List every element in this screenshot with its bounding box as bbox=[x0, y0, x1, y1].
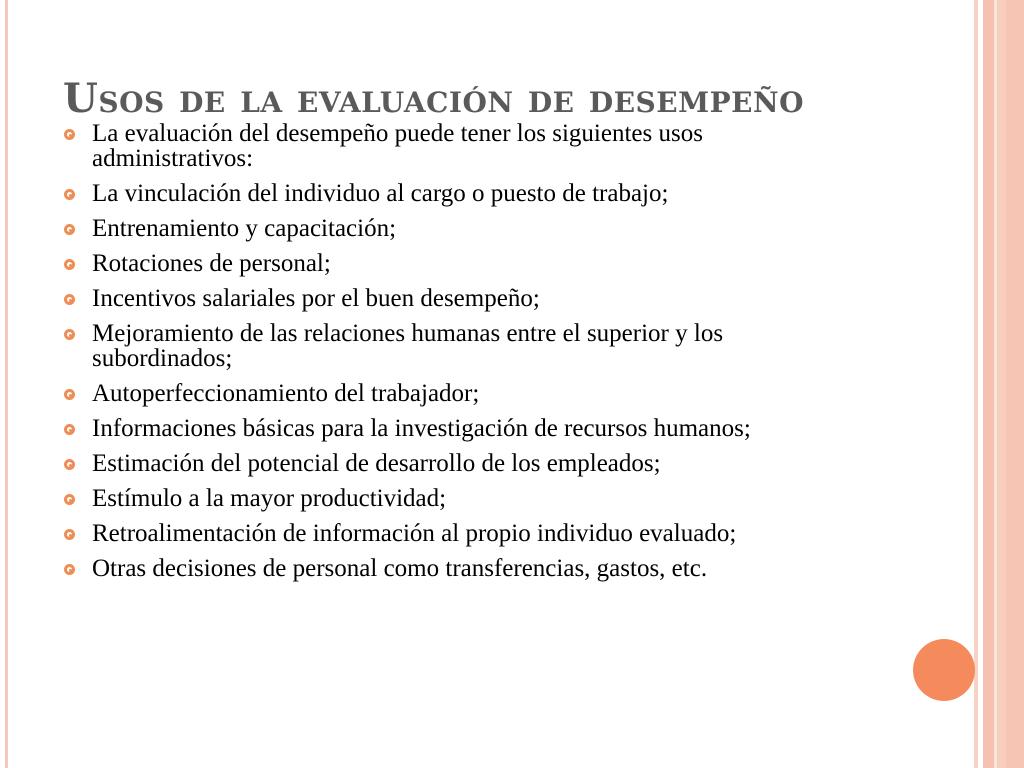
bullet-item bbox=[63, 381, 863, 406]
bullet-text: Rotaciones de personal; bbox=[92, 250, 331, 277]
ring-bullet-icon bbox=[64, 494, 75, 505]
bullet-item bbox=[63, 486, 863, 511]
bullet-item bbox=[63, 521, 863, 546]
ring-bullet-icon bbox=[64, 564, 75, 575]
decor-stripe-5 bbox=[1006, 0, 1024, 768]
ring-bullet-icon bbox=[64, 389, 75, 400]
decor-stripe-2 bbox=[983, 0, 994, 768]
ring-bullet-icon bbox=[64, 259, 75, 270]
bullet-text: La evaluación del desempeño puede tener los siguientes usos administrativos: bbox=[92, 120, 703, 172]
ring-bullet-icon bbox=[64, 459, 75, 470]
bullet-item bbox=[63, 121, 863, 171]
bullet-text: Otras decisiones de personal como transferencias, gastos, etc. bbox=[92, 555, 708, 582]
bullet-text: Informaciones básicas para la investigación de recursos humanos; bbox=[92, 415, 751, 442]
ring-bullet-icon bbox=[64, 129, 75, 140]
bullet-item bbox=[63, 416, 863, 441]
ring-bullet-icon bbox=[64, 329, 75, 340]
bullet-item bbox=[63, 181, 863, 206]
bullet-text: Entrenamiento y capacitación; bbox=[92, 215, 397, 242]
ring-bullet-icon bbox=[64, 294, 75, 305]
bullet-text: Estímulo a la mayor productividad; bbox=[92, 485, 447, 512]
ring-bullet-icon bbox=[64, 189, 75, 200]
slide-title: Usos de la evaluación de desempeño bbox=[63, 74, 804, 122]
left-divider-line bbox=[5, 0, 8, 768]
bullet-text: Autoperfeccionamiento del trabajador; bbox=[92, 380, 480, 407]
bullet-item bbox=[63, 321, 863, 371]
ring-bullet-icon bbox=[64, 224, 75, 235]
decor-stripe-1 bbox=[974, 0, 978, 768]
bullet-text: Retroalimentación de información al propio individuo evaluado; bbox=[92, 520, 737, 547]
bullet-item bbox=[63, 286, 863, 311]
bullet-item bbox=[63, 216, 863, 241]
bullet-item bbox=[63, 451, 863, 476]
bullet-text: Mejoramiento de las relaciones humanas entre el superior y los subordinados; bbox=[92, 320, 724, 372]
bullet-text: Incentivos salariales por el buen desempeño; bbox=[92, 285, 540, 312]
bullet-item bbox=[63, 556, 863, 581]
bullet-text: La vinculación del individuo al cargo o puesto de trabajo; bbox=[92, 180, 669, 207]
decorative-circle bbox=[913, 639, 975, 701]
bullet-list bbox=[63, 121, 863, 591]
decor-stripe-4 bbox=[997, 0, 1006, 768]
bullet-item bbox=[63, 251, 863, 276]
ring-bullet-icon bbox=[64, 529, 75, 540]
ring-bullet-icon bbox=[64, 424, 75, 435]
bullet-text: Estimación del potencial de desarrollo de los empleados; bbox=[92, 450, 661, 477]
